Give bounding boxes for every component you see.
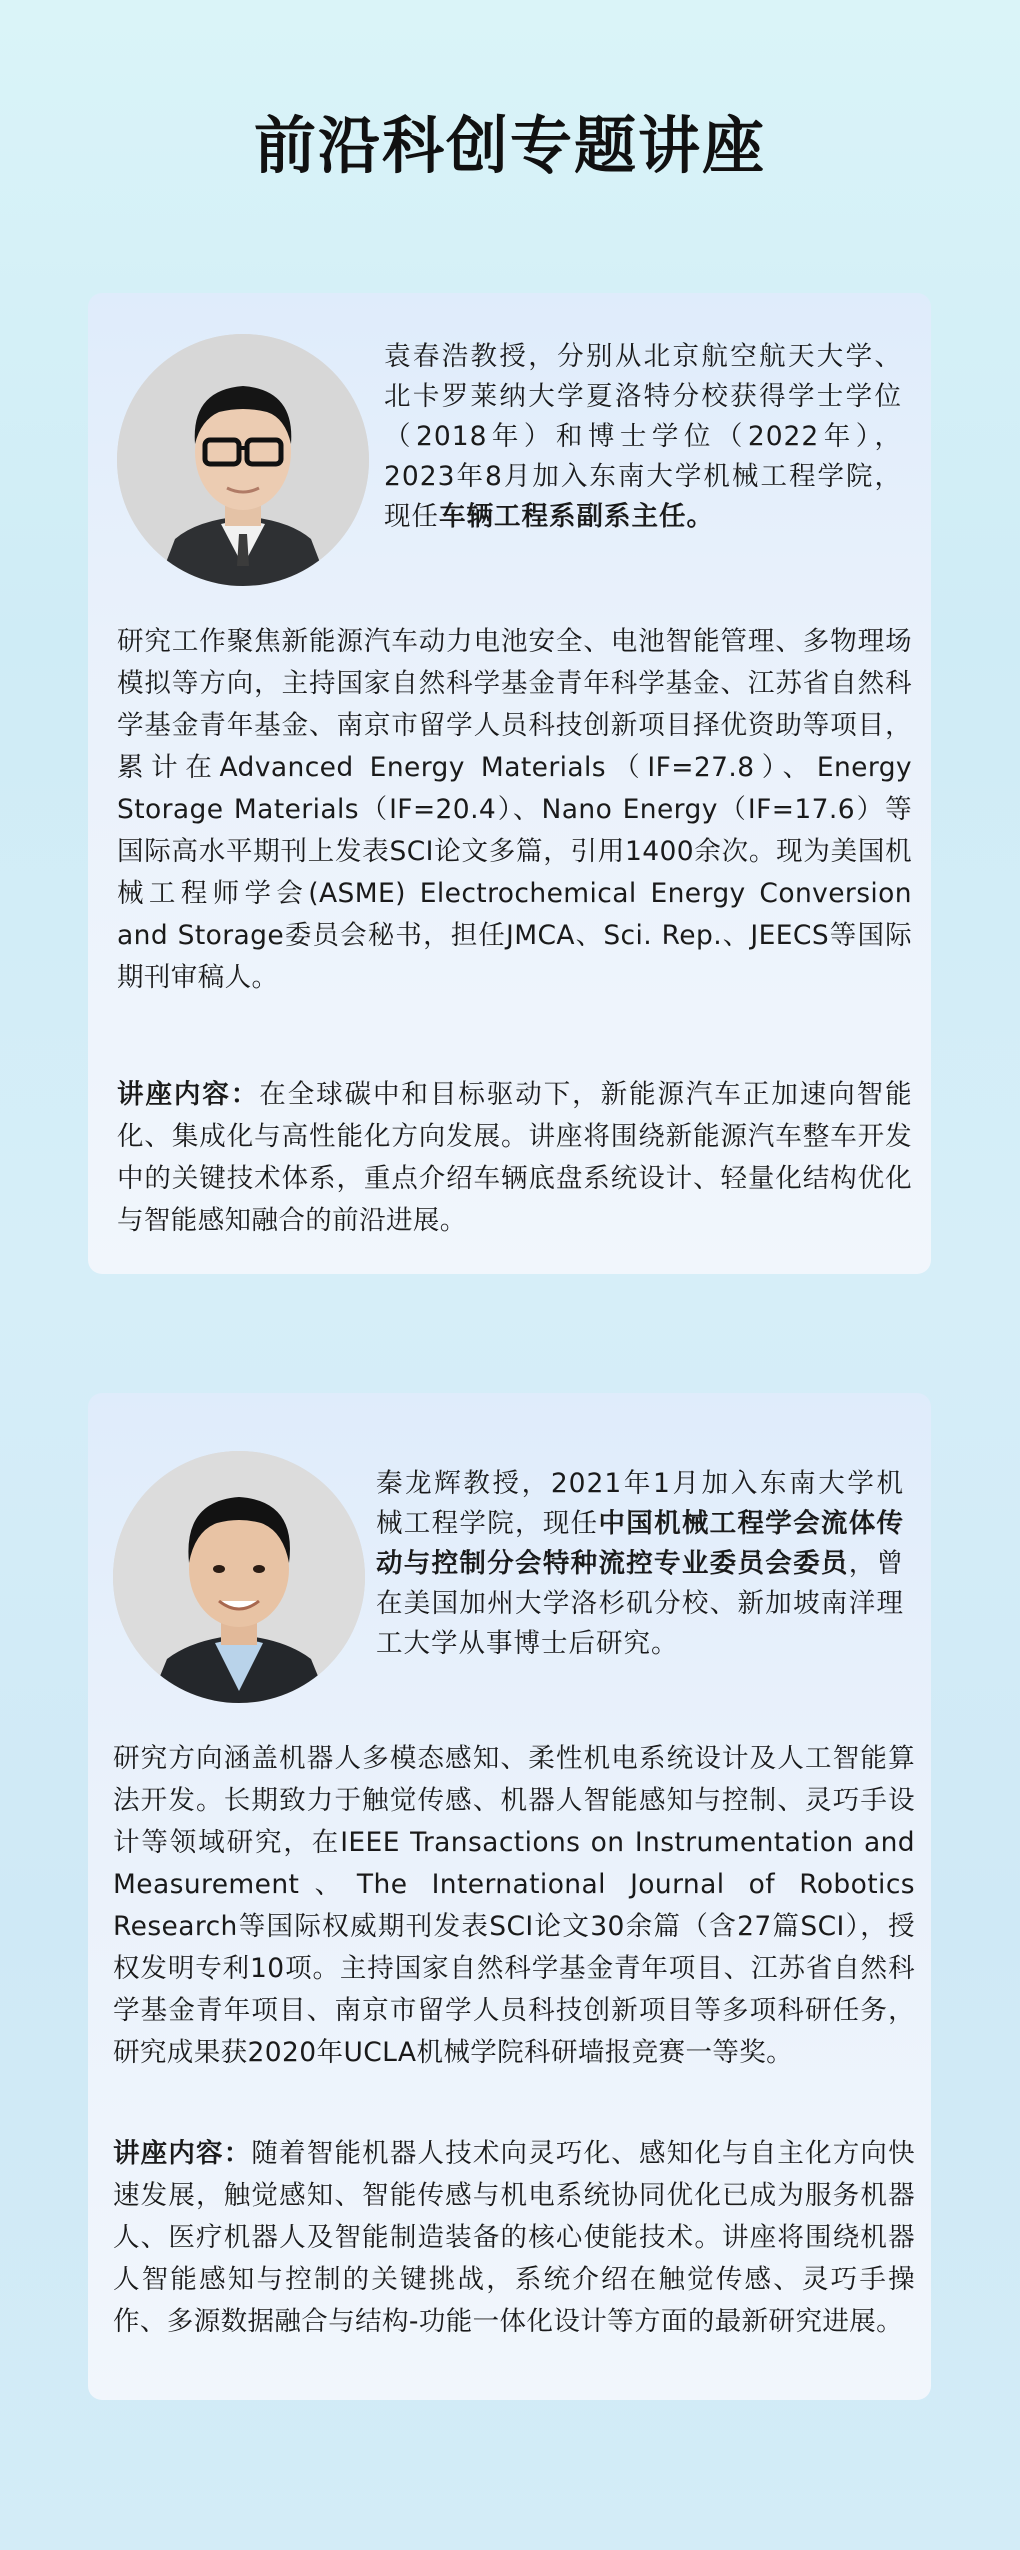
speaker-card-2	[88, 1393, 931, 2400]
portrait-photo-icon	[113, 1451, 365, 1703]
speaker-2-lecture-text: 随着智能机器人技术向灵巧化、感知化与自主化方向快速发展，触觉感知、智能传感与机电系统协同优化已成为服务机器人、医疗机器人及智能制造装备的核心使能技术。讲座将围绕机器人智能感知与控制的关键挑战，系统介绍在触觉传感、灵巧手操作、多源数据融合与结构-功能一体化设计等方面的最新研究进展。	[113, 2138, 916, 2337]
speaker-card-1	[88, 293, 931, 1274]
speaker-2-research: 研究方向涵盖机器人多模态感知、柔性机电系统设计及人工智能算法开发。长期致力于触觉传感、机器人智能感知与控制、灵巧手设计等领域研究，在IEEE Transactions on Instrumentation and Measurement、The International Journal of Robotics Research等国际权威期刊发表SCI论文30余篇（含27篇SCI），授权发明专利10项。主持国家自然科学基金青年项目、江苏省自然科学基金青年项目、南京市留学人员科技创新项目等多项科研任务，研究成果获2020年UCLA机械学院科研墙报竞赛一等奖。	[113, 1743, 915, 2068]
speaker-2-bio	[376, 1464, 904, 1664]
speaker-2-lecture	[113, 2133, 915, 2343]
speaker-2-position: 中国机械工程学会流体传动与控制分会特种流控专业委员会委员	[376, 1508, 905, 1579]
lecture-label: 讲座内容：	[113, 2138, 252, 2169]
page-title: 前沿科创专题讲座	[253, 109, 766, 182]
speaker-2-bio-text: 秦龙辉教授，2021年1月加入东南大学机械工程学院，现任	[376, 1468, 904, 1539]
speaker-1-lecture	[117, 1074, 912, 1242]
speaker-2-bio-text-cont: ，曾在美国加州大学洛杉矶分校、新加坡南洋理工大学从事博士后研究。	[376, 1548, 905, 1659]
lecture-label: 讲座内容：	[117, 1079, 260, 1110]
speaker-1-research: 研究工作聚焦新能源汽车动力电池安全、电池智能管理、多物理场模拟等方向，主持国家自然科学基金青年科学基金、江苏省自然科学基金青年基金、南京市留学人员科技创新项目择优资助等项目，累计在Advanced Energy Materials（IF=27.8）、Energy Storage Materials（IF=20.4）、Nano Energy（IF=17.6）等国际高水平期刊上发表SCI论文多篇，引用1400余次。现为美国机械工程师学会(ASME) Electrochemical Energy Conversion and Storage委员会秘书，担任JMCA、Sci. Rep.、JEECS等国际期刊审稿人。	[117, 626, 912, 993]
speaker-1-lecture-text: 在全球碳中和目标驱动下，新能源汽车正加速向智能化、集成化与高性能化方向发展。讲座将围绕新能源汽车整车开发中的关键技术体系，重点介绍车辆底盘系统设计、轻量化结构优化与智能感知融合的前沿进展。	[117, 1079, 913, 1236]
speaker-2-avatar	[113, 1451, 365, 1703]
speaker-1-avatar	[117, 334, 369, 586]
speaker-1-bio	[384, 337, 902, 537]
portrait-photo-icon	[117, 334, 369, 586]
speaker-1-bio-text: 袁春浩教授，分别从北京航空航天大学、北卡罗莱纳大学夏洛特分校获得学士学位（2018年）和博士学位（2022年），2023年8月加入东南大学机械工程学院，现任	[384, 341, 902, 532]
speaker-1-position: 车辆工程系副系主任。	[439, 501, 714, 532]
